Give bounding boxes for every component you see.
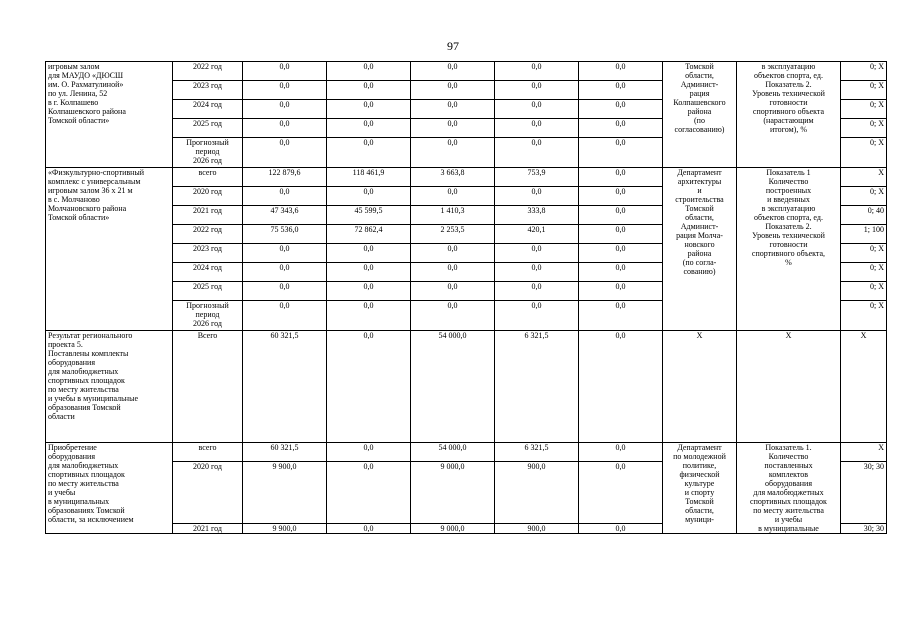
amount-cell: 122 879,6 xyxy=(243,168,327,187)
amount-cell: 0,0 xyxy=(495,244,579,263)
year-cell: 2020 год xyxy=(173,462,243,524)
activity-name-cell: игровым залом для МАУДО «ДЮСШ им. О. Рахматулиной» по ул. Ленина, 52 в г. Колпашево Колпашевского района Томской области» xyxy=(46,62,173,168)
amount-cell: 54 000,0 xyxy=(411,331,495,443)
amount-cell: 6 321,5 xyxy=(495,443,579,462)
amount-cell: 0,0 xyxy=(495,301,579,331)
amount-cell: 72 862,4 xyxy=(327,225,411,244)
amount-cell: 0,0 xyxy=(495,81,579,100)
indicator-cell: в эксплуатацию объектов спорта, ед. Показатель 2. Уровень технической готовности спортивного объекта (нарастающим итогом), % xyxy=(737,62,841,168)
amount-cell: 9 900,0 xyxy=(243,524,327,534)
amount-cell: 0,0 xyxy=(327,282,411,301)
amount-cell: 753,9 xyxy=(495,168,579,187)
amount-cell: 0,0 xyxy=(579,138,663,168)
amount-cell: 0,0 xyxy=(327,138,411,168)
amount-cell: 0,0 xyxy=(243,81,327,100)
indicator-value-cell: 0; X xyxy=(841,263,887,282)
executor-cell: Департамент по молодежной политике, физической культуре и спорту Томской области, муници- xyxy=(663,443,737,534)
amount-cell: 0,0 xyxy=(495,100,579,119)
amount-cell: 0,0 xyxy=(579,301,663,331)
amount-cell: 118 461,9 xyxy=(327,168,411,187)
indicator-value-cell: 0; X xyxy=(841,282,887,301)
amount-cell: 0,0 xyxy=(579,462,663,524)
amount-cell: 0,0 xyxy=(327,81,411,100)
amount-cell: 0,0 xyxy=(579,443,663,462)
amount-cell: 0,0 xyxy=(579,100,663,119)
amount-cell: 0,0 xyxy=(411,282,495,301)
indicator-value-cell: 0; X xyxy=(841,81,887,100)
amount-cell: 0,0 xyxy=(411,301,495,331)
year-cell: Прогнозный период 2026 год xyxy=(173,301,243,331)
indicator-value-cell: 30; 30 xyxy=(841,462,887,524)
year-cell: Прогнозный период 2026 год xyxy=(173,138,243,168)
year-cell: 2023 год xyxy=(173,244,243,263)
year-cell: 2021 год xyxy=(173,524,243,534)
indicator-value-cell: 0; X xyxy=(841,244,887,263)
indicator-value-cell: 0; X xyxy=(841,62,887,81)
year-cell: всего xyxy=(173,168,243,187)
amount-cell: 0,0 xyxy=(243,100,327,119)
amount-cell: 0,0 xyxy=(327,263,411,282)
amount-cell: 60 321,5 xyxy=(243,443,327,462)
amount-cell: 0,0 xyxy=(411,62,495,81)
amount-cell: 54 000,0 xyxy=(411,443,495,462)
amount-cell: 9 000,0 xyxy=(411,462,495,524)
indicator-value-cell: X xyxy=(841,443,887,462)
amount-cell: 0,0 xyxy=(327,244,411,263)
amount-cell: 0,0 xyxy=(579,263,663,282)
amount-cell: 0,0 xyxy=(495,187,579,206)
amount-cell: 0,0 xyxy=(327,62,411,81)
page-number: 97 xyxy=(447,39,459,53)
indicator-value-cell: 0; 40 xyxy=(841,206,887,225)
indicator-value-cell: 0; X xyxy=(841,301,887,331)
indicator-value-cell: X xyxy=(841,168,887,187)
amount-cell: 0,0 xyxy=(243,187,327,206)
indicator-value-cell: 0; X xyxy=(841,119,887,138)
amount-cell: 0,0 xyxy=(495,62,579,81)
amount-cell: 0,0 xyxy=(579,206,663,225)
amount-cell: 0,0 xyxy=(411,119,495,138)
amount-cell: 0,0 xyxy=(579,282,663,301)
amount-cell: 0,0 xyxy=(495,282,579,301)
activity-name-cell: Приобретение оборудования для малобюджетных спортивных площадок по месту жительства и учебы в муниципальных образованиях Томской области, за исключением xyxy=(46,443,173,534)
table-row xyxy=(46,443,887,462)
year-cell: 2020 год xyxy=(173,187,243,206)
indicator-cell: Показатель 1 Количество построенных и введенных в эксплуатацию объектов спорта, ед. Показатель 2. Уровень технической готовности спортивного объекта, % xyxy=(737,168,841,331)
amount-cell: 420,1 xyxy=(495,225,579,244)
amount-cell: 900,0 xyxy=(495,462,579,524)
amount-cell: 0,0 xyxy=(579,187,663,206)
year-cell: 2022 год xyxy=(173,225,243,244)
amount-cell: 0,0 xyxy=(243,244,327,263)
amount-cell: 0,0 xyxy=(327,301,411,331)
amount-cell: 0,0 xyxy=(411,187,495,206)
amount-cell: 0,0 xyxy=(495,138,579,168)
amount-cell: 9 000,0 xyxy=(411,524,495,534)
year-cell: 2025 год xyxy=(173,282,243,301)
amount-cell: 0,0 xyxy=(495,263,579,282)
amount-cell: 0,0 xyxy=(411,244,495,263)
year-cell: 2024 год xyxy=(173,100,243,119)
amount-cell: 0,0 xyxy=(579,81,663,100)
year-cell: 2025 год xyxy=(173,119,243,138)
year-cell: всего xyxy=(173,443,243,462)
amount-cell: 47 343,6 xyxy=(243,206,327,225)
indicator-value-cell: 30; 30 xyxy=(841,524,887,534)
year-cell: 2021 год xyxy=(173,206,243,225)
indicator-value-cell: X xyxy=(841,331,887,443)
indicator-value-cell: 0; X xyxy=(841,187,887,206)
amount-cell: 333,8 xyxy=(495,206,579,225)
year-cell: Всего xyxy=(173,331,243,443)
indicator-value-cell: 0; X xyxy=(841,138,887,168)
amount-cell: 0,0 xyxy=(243,282,327,301)
indicator-cell: X xyxy=(737,331,841,443)
amount-cell: 0,0 xyxy=(411,263,495,282)
budget-table xyxy=(45,61,887,534)
executor-cell: Томской области, Админист- рация Колпашевского района (по согласованию) xyxy=(663,62,737,168)
activity-name-cell: Результат регионального проекта 5. Поставлены комплекты оборудования для малобюджетных спортивных площадок по месту жительства и учебы в муниципальные образования Томской области xyxy=(46,331,173,443)
amount-cell: 0,0 xyxy=(327,331,411,443)
amount-cell: 0,0 xyxy=(243,138,327,168)
amount-cell: 900,0 xyxy=(495,524,579,534)
amount-cell: 9 900,0 xyxy=(243,462,327,524)
amount-cell: 0,0 xyxy=(411,138,495,168)
amount-cell: 75 536,0 xyxy=(243,225,327,244)
amount-cell: 0,0 xyxy=(327,100,411,119)
amount-cell: 0,0 xyxy=(495,119,579,138)
amount-cell: 0,0 xyxy=(327,119,411,138)
table-row xyxy=(46,331,887,443)
amount-cell: 0,0 xyxy=(243,119,327,138)
amount-cell: 0,0 xyxy=(579,119,663,138)
amount-cell: 0,0 xyxy=(327,443,411,462)
amount-cell: 0,0 xyxy=(243,62,327,81)
amount-cell: 0,0 xyxy=(327,524,411,534)
indicator-value-cell: 0; X xyxy=(841,100,887,119)
amount-cell: 0,0 xyxy=(579,62,663,81)
amount-cell: 6 321,5 xyxy=(495,331,579,443)
amount-cell: 2 253,5 xyxy=(411,225,495,244)
amount-cell: 0,0 xyxy=(579,168,663,187)
amount-cell: 0,0 xyxy=(579,244,663,263)
amount-cell: 0,0 xyxy=(327,187,411,206)
amount-cell: 60 321,5 xyxy=(243,331,327,443)
amount-cell: 0,0 xyxy=(579,331,663,443)
executor-cell: Департамент архитектуры и строительства Томской области, Админист- рация Молча- новского района (по согла- сованию) xyxy=(663,168,737,331)
amount-cell: 3 663,8 xyxy=(411,168,495,187)
amount-cell: 0,0 xyxy=(327,462,411,524)
indicator-value-cell: 1; 100 xyxy=(841,225,887,244)
amount-cell: 0,0 xyxy=(411,81,495,100)
table-row xyxy=(46,62,887,81)
amount-cell: 1 410,3 xyxy=(411,206,495,225)
executor-cell: X xyxy=(663,331,737,443)
amount-cell: 45 599,5 xyxy=(327,206,411,225)
activity-name-cell: «Физкультурно-спортивный комплекс с универсальным игровым залом 36 х 21 м в с. Молчаново Молчановского района Томской области» xyxy=(46,168,173,331)
table-row xyxy=(46,168,887,187)
amount-cell: 0,0 xyxy=(411,100,495,119)
indicator-cell: Показатель 1. Количество поставленных комплектов оборудования для малобюджетных спортивных площадок по месту жительства и учебы в муниципальные xyxy=(737,443,841,534)
amount-cell: 0,0 xyxy=(243,263,327,282)
year-cell: 2023 год xyxy=(173,81,243,100)
year-cell: 2024 год xyxy=(173,263,243,282)
amount-cell: 0,0 xyxy=(243,301,327,331)
amount-cell: 0,0 xyxy=(579,225,663,244)
amount-cell: 0,0 xyxy=(579,524,663,534)
year-cell: 2022 год xyxy=(173,62,243,81)
